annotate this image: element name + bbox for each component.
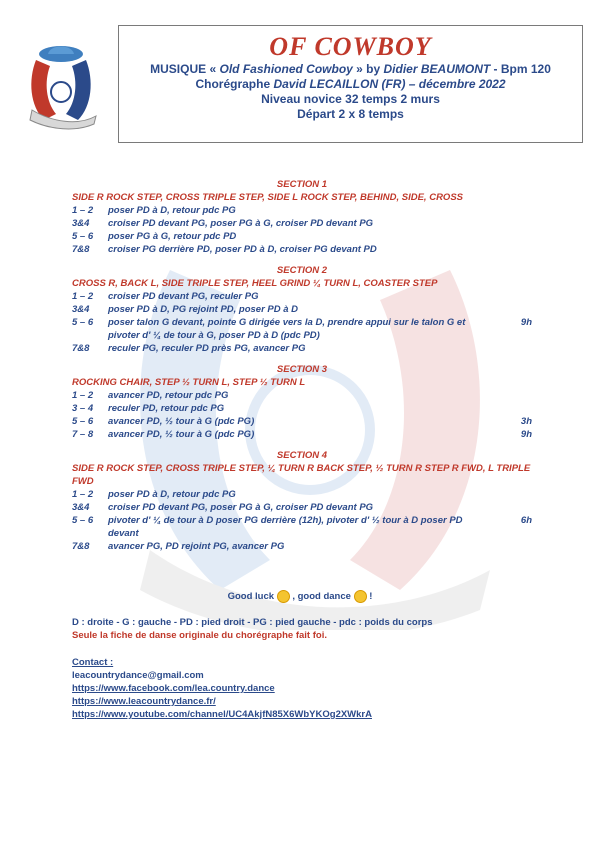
step-description: avancer PD, retour pdc PG [108, 390, 229, 401]
step-row [72, 230, 532, 243]
choreographer-name: David LECAILLON (FR) – décembre 2022 [273, 77, 506, 91]
step-row [72, 514, 532, 540]
step-description: pivoter d' ¼ de tour à D poser PG derrière (12h), pivoter d' ½ tour à D poser PD devant [108, 515, 463, 539]
step-count: 7&8 [72, 343, 90, 354]
level-line: Niveau novice 32 temps 2 murs [261, 92, 440, 106]
step-description: poser PD à D, retour pdc PG [108, 205, 236, 216]
step-row [72, 488, 532, 501]
step-description: avancer PD, ½ tour à G (pdc PG) [108, 429, 255, 440]
step-count: 7&8 [72, 541, 90, 552]
step-row [72, 303, 532, 316]
header-box [118, 25, 583, 143]
original-sheet-notice: Seule la fiche de danse originale du chorégraphe fait foi. [72, 630, 327, 641]
step-sheet [72, 178, 532, 553]
step-row [72, 290, 532, 303]
step-row [72, 204, 532, 217]
step-row [72, 428, 532, 441]
step-count: 7&8 [72, 244, 90, 255]
music-line: MUSIQUE « Old Fashioned Cowboy » by Didier BEAUMONT - Bpm 120 [150, 62, 551, 76]
youtube-link[interactable]: https://www.youtube.com/channel/UC4AkjfN85X6WbYKOg2XWkrA [72, 709, 372, 720]
step-wall-direction: 9h [520, 429, 532, 440]
step-count: 3 – 4 [72, 403, 94, 414]
section-title: CROSS R, BACK L, SIDE TRIPLE STEP, HEEL GRIND ¼ TURN L, COASTER STEP [72, 278, 438, 289]
step-count: 3&4 [72, 502, 90, 513]
lea-country-dance-logo [22, 40, 100, 130]
section-title: ROCKING CHAIR, STEP ½ TURN L, STEP ½ TURN L [72, 377, 306, 388]
step-wall-direction: 6h [520, 515, 532, 526]
step-row [72, 342, 532, 355]
step-count: 3&4 [72, 304, 90, 315]
step-description: reculer PG, reculer PD près PG, avancer PG [108, 343, 306, 354]
step-description: croiser PD devant PG, reculer PG [108, 291, 259, 302]
step-description: avancer PG, PD rejoint PG, avancer PG [108, 541, 285, 552]
step-count: 7 – 8 [72, 429, 94, 440]
good-luck-line: Good luck , good dance ! [227, 591, 373, 603]
step-description: reculer PD, retour pdc PG [108, 403, 225, 414]
section-heading: SECTION 1 [276, 179, 328, 190]
happy-emoji-icon [354, 590, 367, 603]
step-count: 5 – 6 [72, 231, 94, 242]
step-description: poser PD à D, retour pdc PG [108, 489, 236, 500]
section-heading: SECTION 3 [276, 364, 328, 375]
step-description: poser PD à D, PG rejoint PD, poser PD à D [108, 304, 299, 315]
section-heading: SECTION 2 [276, 265, 328, 276]
step-wall-direction: 3h [520, 416, 532, 427]
step-count: 5 – 6 [72, 317, 94, 328]
facebook-link[interactable]: https://www.facebook.com/lea.country.dance [72, 683, 275, 694]
contact-block [72, 656, 372, 721]
step-description: poser PG à G, retour pdc PD [108, 231, 237, 242]
step-row [72, 540, 532, 553]
step-description: croiser PD devant PG, poser PG à G, croiser PD devant PG [108, 218, 374, 229]
website-link[interactable]: https://www.leacountrydance.fr/ [72, 696, 216, 707]
contact-email[interactable]: leacountrydance@gmail.com [72, 670, 204, 681]
step-row [72, 389, 532, 402]
step-count: 1 – 2 [72, 489, 94, 500]
step-count: 5 – 6 [72, 515, 94, 526]
music-artist: Didier BEAUMONT [383, 62, 491, 76]
step-row [72, 243, 532, 256]
section-heading: SECTION 4 [276, 450, 328, 461]
section-title: SIDE R ROCK STEP, CROSS TRIPLE STEP, ¼ TURN R BACK STEP, ½ TURN R STEP R FWD, L TRIPLE FWD [72, 463, 531, 487]
step-row [72, 415, 532, 428]
step-row [72, 316, 532, 342]
step-row [72, 217, 532, 230]
step-count: 3&4 [72, 218, 90, 229]
step-count: 1 – 2 [72, 291, 94, 302]
dance-title: OF COWBOY [269, 32, 432, 61]
step-row [72, 402, 532, 415]
step-count: 1 – 2 [72, 205, 94, 216]
choreographer-line: Chorégraphe David LECAILLON (FR) – décembre 2022 [195, 77, 506, 91]
wink-emoji-icon [277, 590, 290, 603]
step-description: poser talon G devant, pointe G dirigée vers la D, prendre appui sur le talon G et pivoter d' ¼ de tour à G, poser PD à D (pdc PD) [108, 317, 466, 341]
step-description: croiser PD devant PG, poser PG à G, croiser PD devant PG [108, 502, 374, 513]
step-description: avancer PD, ½ tour à G (pdc PG) [108, 416, 255, 427]
step-count: 5 – 6 [72, 416, 94, 427]
step-wall-direction: 9h [520, 317, 532, 328]
section-title: SIDE R ROCK STEP, CROSS TRIPLE STEP, SIDE L ROCK STEP, BEHIND, SIDE, CROSS [72, 192, 463, 203]
abbreviations-legend: D : droite - G : gauche - PD : pied droit - PG : pied gauche - pdc : poids du corps [72, 617, 433, 628]
contact-label: Contact : [72, 657, 114, 668]
music-title: Old Fashioned Cowboy [219, 62, 353, 76]
step-row [72, 501, 532, 514]
step-count: 1 – 2 [72, 390, 94, 401]
start-line: Départ 2 x 8 temps [297, 107, 404, 121]
step-description: croiser PG derrière PD, poser PD à D, croiser PG devant PD [108, 244, 377, 255]
